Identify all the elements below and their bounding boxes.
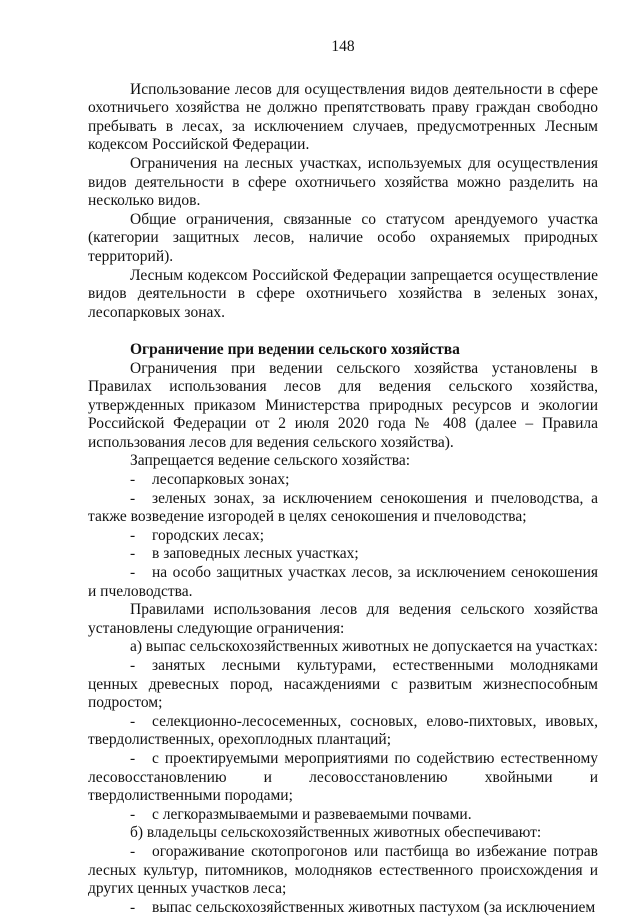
paragraph: Лесным кодексом Российской Федерации запрещается осуществление видов деятельности в сфере охотничьего хозяйства в зеленых зонах, лесопарковых зонах. [88,266,598,321]
list-item-text: на особо защитных участках лесов, за исключением сенокошения и пчеловодства. [88,564,598,600]
list-item-text: выпас сельскохозяйственных животных пастухом (за исключением [152,898,596,916]
dash-marker: - [130,657,136,674]
list-item [88,750,598,806]
dash-marker: - [130,749,136,767]
dash-marker: - [130,712,136,730]
dash-marker: - [130,898,136,916]
paragraph: Правилами использования лесов для ведения сельского хозяйства установлены следующие ограничения: [88,601,598,637]
list-item-text: лесопарковых зонах; [152,471,290,489]
list-item-text: городских лесах; [152,526,264,544]
page-number: 148 [331,38,355,55]
list-item-text: с проектируемыми мероприятиями по содействию естественному лесовосстановлению и лесовосстановлению хвойными и твердолиственными породами; [88,749,598,805]
dash-marker: - [130,564,136,582]
list-item-text: занятых лесными культурами, естественными молодняками ценных древесных пород, насаждениями с развитым жизнеспособным подростом; [88,657,598,712]
paragraph: Использование лесов для осуществления видов деятельности в сфере охотничьего хозяйства не должно препятствовать праву граждан свободно пребывать в лесах, за исключением случаев, предусмотренных Лесным кодексом Российской Федерации. [88,80,598,154]
list-item [88,564,598,601]
dash-marker: - [130,471,136,489]
list-item-text: селекционно-лесосеменных, сосновых, елово-пихтовых, ивовых, твердолиственных, орехоплодных плантаций; [88,712,598,749]
paragraph: Ограничения на лесных участках, используемых для осуществления видов деятельности в сфере охотничьего хозяйства можно разделить на несколько видов. [88,154,598,210]
list-item [88,490,598,527]
list-item [88,471,598,490]
dash-marker: - [130,545,136,563]
list-item-text: с легкоразмываемыми и развеваемыми почвами. [152,805,472,823]
dash-marker: - [130,842,136,860]
list-item [88,545,598,564]
list-heading-a: а) выпас сельскохозяйственных животных не допускается на участках: [130,638,598,656]
dash-marker: - [130,526,136,544]
list-item [88,806,598,825]
dash-marker: - [130,489,136,507]
list-item [88,899,598,917]
paragraph: Общие ограничения, связанные со статусом арендуемого участка (категории защитных лесов, наличие особо охраняемых природных территорий). [88,210,598,265]
list-heading-b: б) владельцы сельскохозяйственных животных обеспечивают: [130,824,542,842]
list-item [88,527,598,546]
list-item-text: зеленых зонах, за исключением сенокошения и пчеловодства, а также возведение изгородей в целях сенокошения и пчеловодства; [88,489,598,526]
dash-marker: - [130,805,136,823]
section-heading: Ограничение при ведении сельского хозяйства [130,340,460,358]
list-item [88,713,598,750]
paragraph: Запрещается ведение сельского хозяйства: [130,452,411,470]
paragraph: Ограничения при ведении сельского хозяйства установлены в Правилах использования лесов для ведения сельского хозяйства, утвержденных приказом Министерства природных ресурсов и экологии Российской Федерации от 2 июля 2020 года № 408 (далее – Правила использования лесов для ведения сельского хозяйства). [88,359,598,451]
list-item [88,843,598,899]
list-item [88,657,598,713]
list-item-text: в заповедных лесных участках; [152,545,359,563]
list-item-text: огораживание скотопрогонов или пастбища во избежание потрав лесных культур, питомников, молодняков естественного происхождения и других ценных участков леса; [88,842,598,898]
